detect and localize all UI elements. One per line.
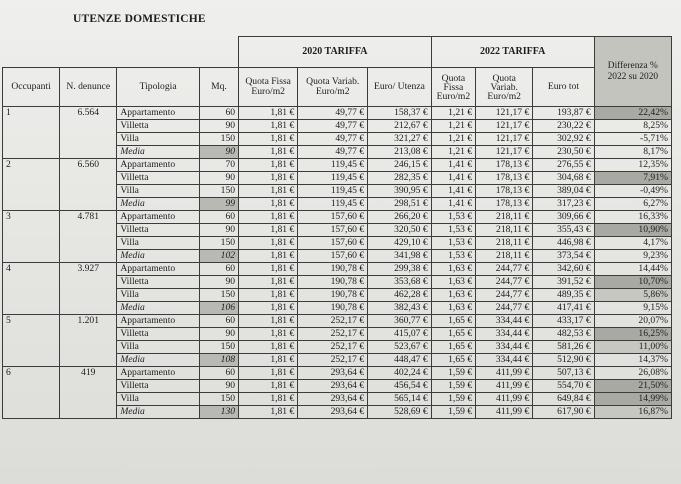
- tipologia-cell: Villetta: [117, 172, 200, 185]
- mq-cell: 102: [199, 250, 238, 263]
- tipologia-cell: Villa: [117, 393, 200, 406]
- quota-fissa-2022-cell: 1,59 €: [431, 406, 475, 419]
- table-body: [3, 107, 672, 419]
- header-tipologia: Tipologia: [117, 68, 200, 107]
- differenza-cell: 10,70%: [594, 276, 671, 289]
- tipologia-cell: Villetta: [117, 380, 200, 393]
- differenza-cell: 16,87%: [594, 406, 671, 419]
- quota-variab-2020-cell: 293,64 €: [298, 393, 368, 406]
- quota-fissa-2020-cell: 1,81 €: [239, 133, 298, 146]
- tipologia-cell: Villa: [117, 341, 200, 354]
- euro-tot-cell: 193,87 €: [533, 107, 594, 120]
- mq-cell: 150: [199, 341, 238, 354]
- header-occupanti: Occupanti: [3, 68, 60, 107]
- header-euro-tot: Euro tot: [533, 68, 594, 107]
- quota-variab-2022-cell: 218,11 €: [476, 250, 533, 263]
- quota-variab-2022-cell: 121,17 €: [476, 107, 533, 120]
- euro-utenza-cell: 415,07 €: [368, 328, 432, 341]
- euro-tot-cell: 512,90 €: [533, 354, 594, 367]
- differenza-cell: 12,35%: [594, 159, 671, 172]
- euro-tot-cell: 230,50 €: [533, 146, 594, 159]
- mq-cell: 106: [199, 302, 238, 315]
- quota-fissa-2022-cell: 1,41 €: [431, 172, 475, 185]
- quota-fissa-2020-cell: 1,81 €: [239, 276, 298, 289]
- header-euro-utenza: Euro/ Utenza: [368, 68, 432, 107]
- denunce-cell: 1.201: [60, 315, 117, 367]
- differenza-cell: 26,08%: [594, 367, 671, 380]
- denunce-cell: 6.564: [60, 107, 117, 159]
- tipologia-cell: Villetta: [117, 276, 200, 289]
- occupanti-cell: 2: [3, 159, 60, 211]
- euro-utenza-cell: 341,98 €: [368, 250, 432, 263]
- quota-fissa-2020-cell: 1,81 €: [239, 406, 298, 419]
- quota-fissa-2020-cell: 1,81 €: [239, 328, 298, 341]
- euro-tot-cell: 304,68 €: [533, 172, 594, 185]
- quota-fissa-2020-cell: 1,81 €: [239, 185, 298, 198]
- differenza-cell: 14,44%: [594, 263, 671, 276]
- quota-variab-2020-cell: 49,77 €: [298, 120, 368, 133]
- euro-utenza-cell: 299,38 €: [368, 263, 432, 276]
- quota-variab-2022-cell: 244,77 €: [476, 263, 533, 276]
- tipologia-cell: Villetta: [117, 328, 200, 341]
- quota-fissa-2020-cell: 1,81 €: [239, 367, 298, 380]
- page-title: UTENZE DOMESTICHE: [73, 13, 206, 25]
- euro-utenza-cell: 456,54 €: [368, 380, 432, 393]
- euro-utenza-cell: 246,15 €: [368, 159, 432, 172]
- quota-fissa-2022-cell: 1,21 €: [431, 133, 475, 146]
- euro-tot-cell: 554,70 €: [533, 380, 594, 393]
- euro-tot-cell: 230,22 €: [533, 120, 594, 133]
- euro-tot-cell: 355,43 €: [533, 224, 594, 237]
- euro-utenza-cell: 282,35 €: [368, 172, 432, 185]
- euro-utenza-cell: 462,28 €: [368, 289, 432, 302]
- quota-fissa-2022-cell: 1,21 €: [431, 120, 475, 133]
- quota-variab-2022-cell: 178,13 €: [476, 185, 533, 198]
- quota-fissa-2020-cell: 1,81 €: [239, 159, 298, 172]
- quota-fissa-2020-cell: 1,81 €: [239, 211, 298, 224]
- quota-fissa-2022-cell: 1,21 €: [431, 107, 475, 120]
- euro-utenza-cell: 448,47 €: [368, 354, 432, 367]
- tipologia-cell: Villa: [117, 133, 200, 146]
- euro-tot-cell: 446,98 €: [533, 237, 594, 250]
- quota-variab-2020-cell: 49,77 €: [298, 133, 368, 146]
- tipologia-cell: Appartamento: [117, 263, 200, 276]
- euro-tot-cell: 417,41 €: [533, 302, 594, 315]
- mq-cell: 90: [199, 328, 238, 341]
- table-row: [3, 367, 672, 380]
- tipologia-cell: Media: [117, 406, 200, 419]
- euro-tot-cell: 649,84 €: [533, 393, 594, 406]
- table-row: [3, 159, 672, 172]
- mq-cell: 90: [199, 380, 238, 393]
- tipologia-cell: Media: [117, 250, 200, 263]
- euro-tot-cell: 302,92 €: [533, 133, 594, 146]
- header-2020-tariff: 2020 TARIFFA: [239, 37, 432, 68]
- tipologia-cell: Villa: [117, 237, 200, 250]
- quota-fissa-2022-cell: 1,21 €: [431, 146, 475, 159]
- quota-variab-2022-cell: 244,77 €: [476, 302, 533, 315]
- quota-variab-2020-cell: 49,77 €: [298, 107, 368, 120]
- quota-variab-2022-cell: 334,44 €: [476, 341, 533, 354]
- quota-variab-2020-cell: 190,78 €: [298, 289, 368, 302]
- quota-variab-2020-cell: 157,60 €: [298, 211, 368, 224]
- differenza-cell: 5,86%: [594, 289, 671, 302]
- differenza-cell: 14,99%: [594, 393, 671, 406]
- quota-fissa-2022-cell: 1,41 €: [431, 198, 475, 211]
- differenza-cell: 4,17%: [594, 237, 671, 250]
- mq-cell: 150: [199, 185, 238, 198]
- differenza-cell: 11,00%: [594, 341, 671, 354]
- euro-tot-cell: 389,04 €: [533, 185, 594, 198]
- quota-variab-2020-cell: 119,45 €: [298, 198, 368, 211]
- quota-fissa-2020-cell: 1,81 €: [239, 302, 298, 315]
- quota-variab-2020-cell: 49,77 €: [298, 146, 368, 159]
- occupanti-cell: 5: [3, 315, 60, 367]
- differenza-cell: 20,07%: [594, 315, 671, 328]
- quota-fissa-2022-cell: 1,63 €: [431, 302, 475, 315]
- table-row: [3, 263, 672, 276]
- quota-fissa-2020-cell: 1,81 €: [239, 380, 298, 393]
- differenza-cell: -5,71%: [594, 133, 671, 146]
- differenza-cell: 10,90%: [594, 224, 671, 237]
- quota-variab-2020-cell: 157,60 €: [298, 237, 368, 250]
- header-quota-fissa-2022: Quota Fissa Euro/m2: [431, 68, 475, 107]
- mq-cell: 60: [199, 107, 238, 120]
- mq-cell: 90: [199, 224, 238, 237]
- occupanti-cell: 3: [3, 211, 60, 263]
- quota-variab-2022-cell: 121,17 €: [476, 133, 533, 146]
- quota-variab-2022-cell: 178,13 €: [476, 198, 533, 211]
- euro-tot-cell: 276,55 €: [533, 159, 594, 172]
- euro-tot-cell: 391,52 €: [533, 276, 594, 289]
- tipologia-cell: Villetta: [117, 224, 200, 237]
- header-quota-fissa-2020: Quota Fissa Euro/m2: [239, 68, 298, 107]
- tipologia-cell: Media: [117, 302, 200, 315]
- euro-utenza-cell: 528,69 €: [368, 406, 432, 419]
- euro-utenza-cell: 266,20 €: [368, 211, 432, 224]
- header-quota-variab-2020: Quota Variab. Euro/m2: [298, 68, 368, 107]
- differenza-cell: 8,25%: [594, 120, 671, 133]
- tipologia-cell: Appartamento: [117, 159, 200, 172]
- quota-fissa-2022-cell: 1,53 €: [431, 250, 475, 263]
- quota-fissa-2022-cell: 1,53 €: [431, 224, 475, 237]
- denunce-cell: 4.781: [60, 211, 117, 263]
- quota-fissa-2022-cell: 1,53 €: [431, 237, 475, 250]
- quota-variab-2022-cell: 334,44 €: [476, 315, 533, 328]
- tipologia-cell: Appartamento: [117, 367, 200, 380]
- quota-fissa-2020-cell: 1,81 €: [239, 341, 298, 354]
- quota-variab-2020-cell: 190,78 €: [298, 302, 368, 315]
- euro-utenza-cell: 298,51 €: [368, 198, 432, 211]
- quota-fissa-2022-cell: 1,41 €: [431, 185, 475, 198]
- euro-tot-cell: 317,23 €: [533, 198, 594, 211]
- euro-utenza-cell: 523,67 €: [368, 341, 432, 354]
- differenza-cell: -0,49%: [594, 185, 671, 198]
- mq-cell: 130: [199, 406, 238, 419]
- denunce-cell: 419: [60, 367, 117, 419]
- quota-fissa-2022-cell: 1,41 €: [431, 159, 475, 172]
- euro-tot-cell: 581,26 €: [533, 341, 594, 354]
- quota-fissa-2020-cell: 1,81 €: [239, 250, 298, 263]
- quota-fissa-2020-cell: 1,81 €: [239, 237, 298, 250]
- euro-utenza-cell: 360,77 €: [368, 315, 432, 328]
- tipologia-cell: Appartamento: [117, 315, 200, 328]
- quota-fissa-2022-cell: 1,59 €: [431, 393, 475, 406]
- euro-utenza-cell: 382,43 €: [368, 302, 432, 315]
- quota-fissa-2020-cell: 1,81 €: [239, 198, 298, 211]
- differenza-cell: 6,27%: [594, 198, 671, 211]
- header-mq: Mq.: [199, 68, 238, 107]
- quota-variab-2022-cell: 334,44 €: [476, 328, 533, 341]
- tariff-table: [2, 36, 672, 419]
- euro-utenza-cell: 213,08 €: [368, 146, 432, 159]
- quota-variab-2022-cell: 178,13 €: [476, 172, 533, 185]
- euro-tot-cell: 507,13 €: [533, 367, 594, 380]
- differenza-cell: 8,17%: [594, 146, 671, 159]
- table-row: [3, 211, 672, 224]
- quota-fissa-2022-cell: 1,65 €: [431, 315, 475, 328]
- mq-cell: 60: [199, 367, 238, 380]
- tipologia-cell: Villetta: [117, 120, 200, 133]
- quota-fissa-2022-cell: 1,53 €: [431, 211, 475, 224]
- header-differenza: Differenza % 2022 su 2020: [594, 37, 671, 107]
- euro-utenza-cell: 390,95 €: [368, 185, 432, 198]
- quota-variab-2020-cell: 293,64 €: [298, 380, 368, 393]
- quota-fissa-2020-cell: 1,81 €: [239, 120, 298, 133]
- euro-tot-cell: 373,54 €: [533, 250, 594, 263]
- quota-fissa-2020-cell: 1,81 €: [239, 289, 298, 302]
- euro-utenza-cell: 320,50 €: [368, 224, 432, 237]
- denunce-cell: 6.560: [60, 159, 117, 211]
- mq-cell: 90: [199, 146, 238, 159]
- quota-fissa-2022-cell: 1,65 €: [431, 354, 475, 367]
- tipologia-cell: Media: [117, 198, 200, 211]
- quota-fissa-2020-cell: 1,81 €: [239, 172, 298, 185]
- quota-variab-2020-cell: 252,17 €: [298, 315, 368, 328]
- differenza-cell: 9,15%: [594, 302, 671, 315]
- mq-cell: 90: [199, 276, 238, 289]
- quota-variab-2020-cell: 157,60 €: [298, 250, 368, 263]
- mq-cell: 60: [199, 211, 238, 224]
- quota-variab-2022-cell: 218,11 €: [476, 237, 533, 250]
- quota-fissa-2020-cell: 1,81 €: [239, 224, 298, 237]
- differenza-cell: 22,42%: [594, 107, 671, 120]
- euro-utenza-cell: 321,27 €: [368, 133, 432, 146]
- mq-cell: 150: [199, 237, 238, 250]
- quota-variab-2022-cell: 334,44 €: [476, 354, 533, 367]
- differenza-cell: 7,91%: [594, 172, 671, 185]
- mq-cell: 60: [199, 315, 238, 328]
- euro-tot-cell: 433,17 €: [533, 315, 594, 328]
- euro-tot-cell: 489,35 €: [533, 289, 594, 302]
- differenza-cell: 9,23%: [594, 250, 671, 263]
- euro-utenza-cell: 212,67 €: [368, 120, 432, 133]
- quota-fissa-2022-cell: 1,59 €: [431, 380, 475, 393]
- quota-variab-2020-cell: 252,17 €: [298, 328, 368, 341]
- quota-fissa-2020-cell: 1,81 €: [239, 107, 298, 120]
- quota-variab-2022-cell: 411,99 €: [476, 380, 533, 393]
- quota-variab-2020-cell: 190,78 €: [298, 263, 368, 276]
- euro-tot-cell: 482,53 €: [533, 328, 594, 341]
- differenza-cell: 16,25%: [594, 328, 671, 341]
- euro-utenza-cell: 353,68 €: [368, 276, 432, 289]
- quota-variab-2022-cell: 244,77 €: [476, 289, 533, 302]
- quota-fissa-2022-cell: 1,65 €: [431, 341, 475, 354]
- tipologia-cell: Villa: [117, 185, 200, 198]
- quota-variab-2020-cell: 293,64 €: [298, 367, 368, 380]
- quota-variab-2022-cell: 411,99 €: [476, 393, 533, 406]
- tipologia-cell: Media: [117, 354, 200, 367]
- quota-variab-2020-cell: 190,78 €: [298, 276, 368, 289]
- quota-variab-2022-cell: 121,17 €: [476, 120, 533, 133]
- quota-fissa-2020-cell: 1,81 €: [239, 146, 298, 159]
- differenza-cell: 21,50%: [594, 380, 671, 393]
- header-n-denunce: N. denunce: [60, 68, 117, 107]
- quota-variab-2022-cell: 411,99 €: [476, 367, 533, 380]
- mq-cell: 90: [199, 120, 238, 133]
- quota-fissa-2022-cell: 1,63 €: [431, 263, 475, 276]
- tipologia-cell: Media: [117, 146, 200, 159]
- mq-cell: 108: [199, 354, 238, 367]
- tipologia-cell: Appartamento: [117, 107, 200, 120]
- table-row: [3, 315, 672, 328]
- quota-variab-2020-cell: 252,17 €: [298, 354, 368, 367]
- euro-utenza-cell: 158,37 €: [368, 107, 432, 120]
- quota-variab-2022-cell: 178,13 €: [476, 159, 533, 172]
- tipologia-cell: Villa: [117, 289, 200, 302]
- quota-fissa-2020-cell: 1,81 €: [239, 315, 298, 328]
- quota-fissa-2022-cell: 1,63 €: [431, 276, 475, 289]
- differenza-cell: 16,33%: [594, 211, 671, 224]
- mq-cell: 60: [199, 263, 238, 276]
- quota-fissa-2020-cell: 1,81 €: [239, 263, 298, 276]
- quota-fissa-2022-cell: 1,63 €: [431, 289, 475, 302]
- euro-tot-cell: 309,66 €: [533, 211, 594, 224]
- quota-fissa-2022-cell: 1,65 €: [431, 328, 475, 341]
- occupanti-cell: 4: [3, 263, 60, 315]
- header-quota-variab-2022: Quota Variab. Euro/m2: [476, 68, 533, 107]
- occupanti-cell: 1: [3, 107, 60, 159]
- euro-utenza-cell: 402,24 €: [368, 367, 432, 380]
- quota-variab-2020-cell: 252,17 €: [298, 341, 368, 354]
- quota-variab-2020-cell: 293,64 €: [298, 406, 368, 419]
- quota-variab-2022-cell: 218,11 €: [476, 211, 533, 224]
- differenza-cell: 14,37%: [594, 354, 671, 367]
- quota-fissa-2022-cell: 1,59 €: [431, 367, 475, 380]
- header-2022-tariff: 2022 TARIFFA: [431, 37, 594, 68]
- denunce-cell: 3.927: [60, 263, 117, 315]
- euro-utenza-cell: 429,10 €: [368, 237, 432, 250]
- mq-cell: 70: [199, 159, 238, 172]
- mq-cell: 99: [199, 198, 238, 211]
- euro-tot-cell: 617,90 €: [533, 406, 594, 419]
- quota-variab-2022-cell: 411,99 €: [476, 406, 533, 419]
- quota-fissa-2020-cell: 1,81 €: [239, 354, 298, 367]
- quota-variab-2022-cell: 244,77 €: [476, 276, 533, 289]
- mq-cell: 150: [199, 393, 238, 406]
- quota-variab-2020-cell: 119,45 €: [298, 172, 368, 185]
- quota-variab-2022-cell: 218,11 €: [476, 224, 533, 237]
- quota-variab-2022-cell: 121,17 €: [476, 146, 533, 159]
- mq-cell: 150: [199, 289, 238, 302]
- quota-variab-2020-cell: 119,45 €: [298, 185, 368, 198]
- euro-tot-cell: 342,60 €: [533, 263, 594, 276]
- occupanti-cell: 6: [3, 367, 60, 419]
- quota-variab-2020-cell: 157,60 €: [298, 224, 368, 237]
- mq-cell: 150: [199, 133, 238, 146]
- tipologia-cell: Appartamento: [117, 211, 200, 224]
- mq-cell: 90: [199, 172, 238, 185]
- quota-variab-2020-cell: 119,45 €: [298, 159, 368, 172]
- euro-utenza-cell: 565,14 €: [368, 393, 432, 406]
- table-row: [3, 107, 672, 120]
- quota-fissa-2020-cell: 1,81 €: [239, 393, 298, 406]
